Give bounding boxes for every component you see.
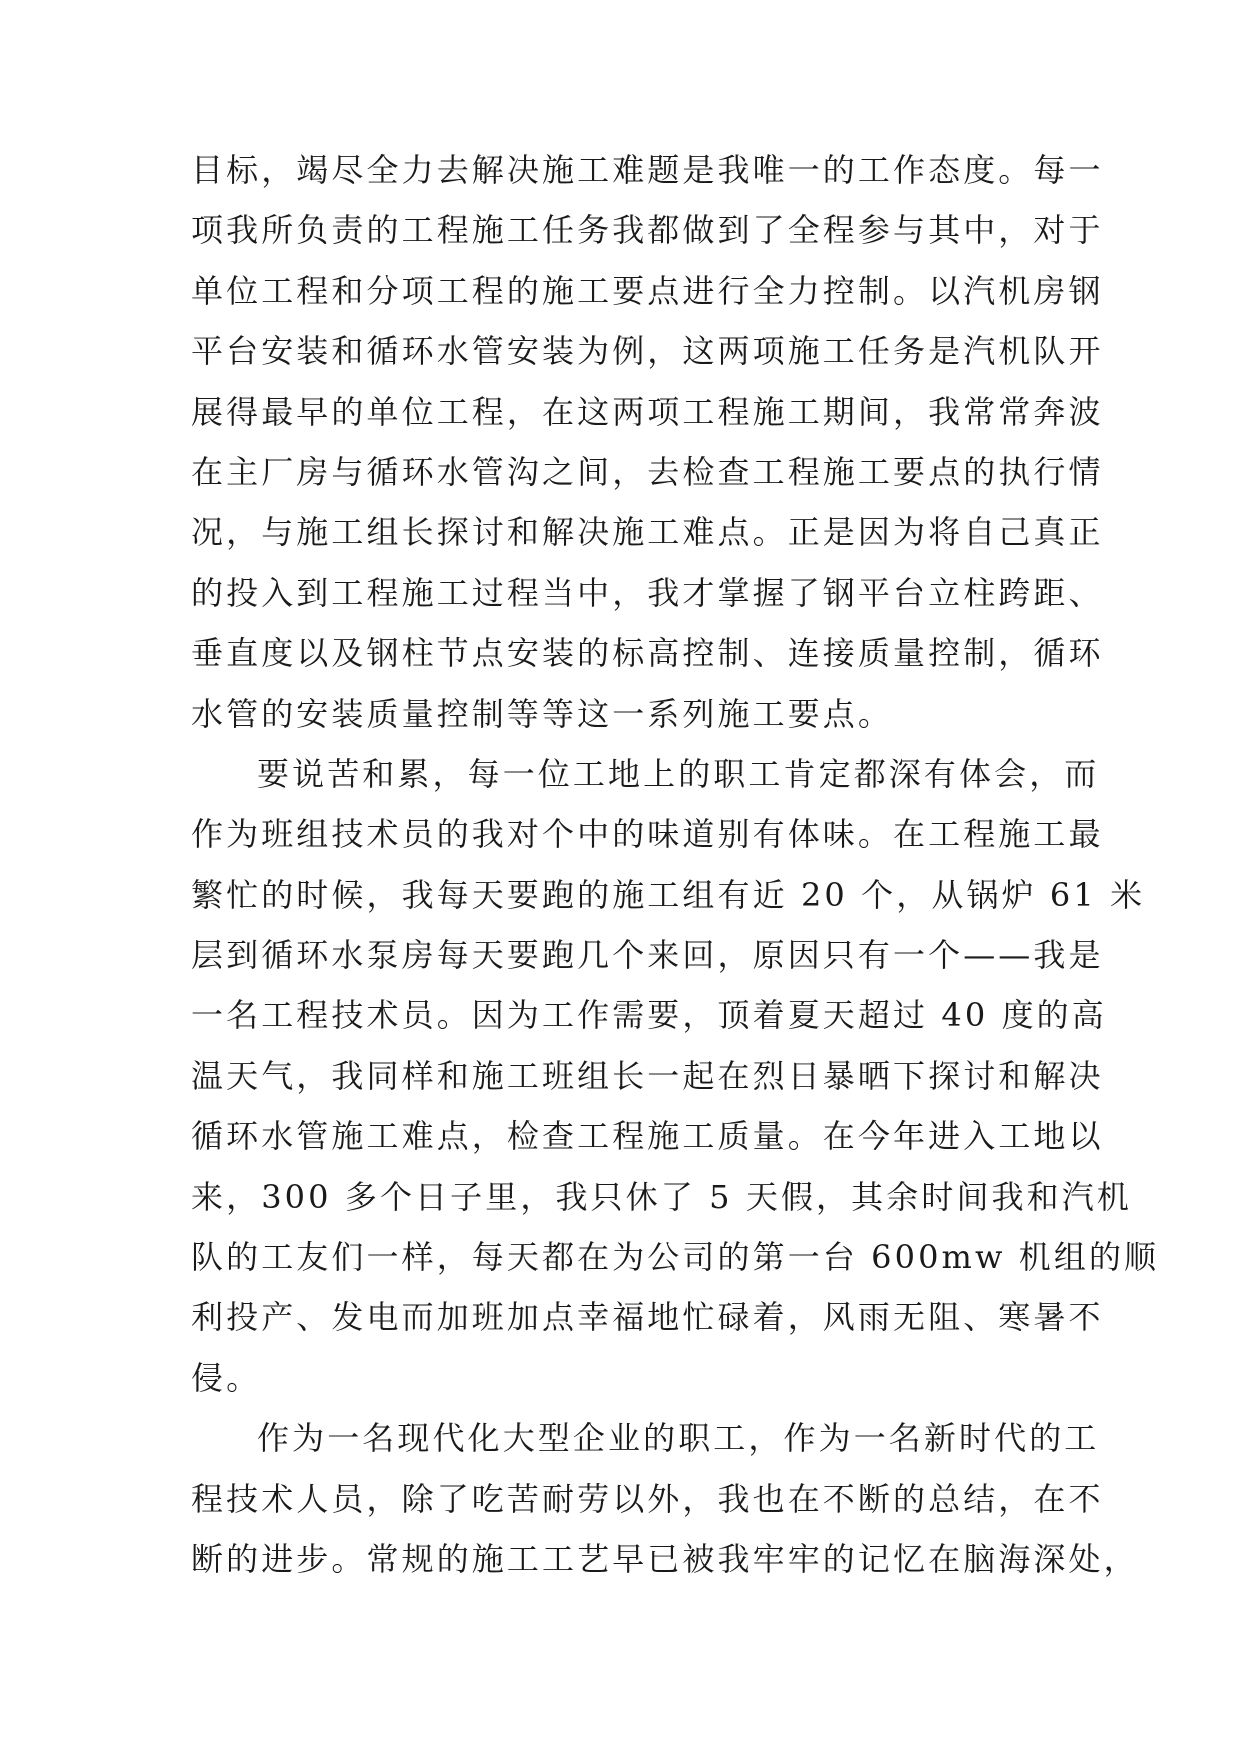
text-line: 断的进步。常规的施工工艺早已被我牢牢的记忆在脑海深处，	[191, 1539, 1139, 1578]
text-line: 层到循环水泵房每天要跑几个来回，原因只有一个——我是	[191, 936, 1104, 975]
text-line: 循环水管施工难点，检查工程施工质量。在今年进入工地以	[191, 1117, 1104, 1156]
text-line: 展得最早的单位工程，在这两项工程施工期间，我常常奔波	[191, 392, 1104, 431]
text-line: 温天气，我同样和施工班组长一起在烈日暴晒下探讨和解决	[191, 1056, 1104, 1095]
text-line: 单位工程和分项工程的施工要点进行全力控制。以汽机房钢	[191, 271, 1104, 310]
paragraph-first-line: 作为一名现代化大型企业的职工，作为一名新时代的工	[257, 1419, 1100, 1458]
text-line: 况，与施工组长探讨和解决施工难点。正是因为将自己真正	[191, 513, 1104, 552]
text-line: 利投产、发电而加班加点幸福地忙碌着，风雨无阻、寒暑不	[191, 1298, 1104, 1337]
paragraph-first-line: 要说苦和累，每一位工地上的职工肯定都深有体会，而	[257, 754, 1100, 793]
text-line: 垂直度以及钢柱节点安装的标高控制、连接质量控制，循环	[191, 634, 1104, 673]
text-line: 目标，竭尽全力去解决施工难题是我唯一的工作态度。每一	[191, 151, 1104, 189]
text-line: 一名工程技术员。因为工作需要，顶着夏天超过 40 度的高	[191, 996, 1107, 1035]
text-line: 项我所负责的工程施工任务我都做到了全程参与其中，对于	[191, 211, 1104, 250]
text-line: 作为班组技术员的我对个中的味道别有体味。在工程施工最	[191, 815, 1104, 854]
text-line: 繁忙的时候，我每天要跑的施工组有近 20 个，从锅炉 61 米	[191, 875, 1146, 914]
text-line: 在主厂房与循环水管沟之间，去检查工程施工要点的执行情	[191, 452, 1104, 491]
text-line: 侵。	[191, 1358, 262, 1397]
text-line: 队的工友们一样，每天都在为公司的第一台 600mw 机组的顺	[191, 1238, 1160, 1277]
document-body	[191, 140, 1160, 1589]
text-line: 平台安装和循环水管安装为例，这两项施工任务是汽机队开	[191, 332, 1104, 371]
text-line: 的投入到工程施工过程当中，我才掌握了钢平台立柱跨距、	[191, 573, 1104, 612]
text-line: 水管的安装质量控制等等这一系列施工要点。	[191, 694, 894, 733]
text-line: 程技术人员，除了吃苦耐劳以外，我也在不断的总结，在不	[191, 1479, 1104, 1518]
text-line: 来，300 多个日子里，我只休了 5 天假，其余时间我和汽机	[191, 1177, 1132, 1216]
